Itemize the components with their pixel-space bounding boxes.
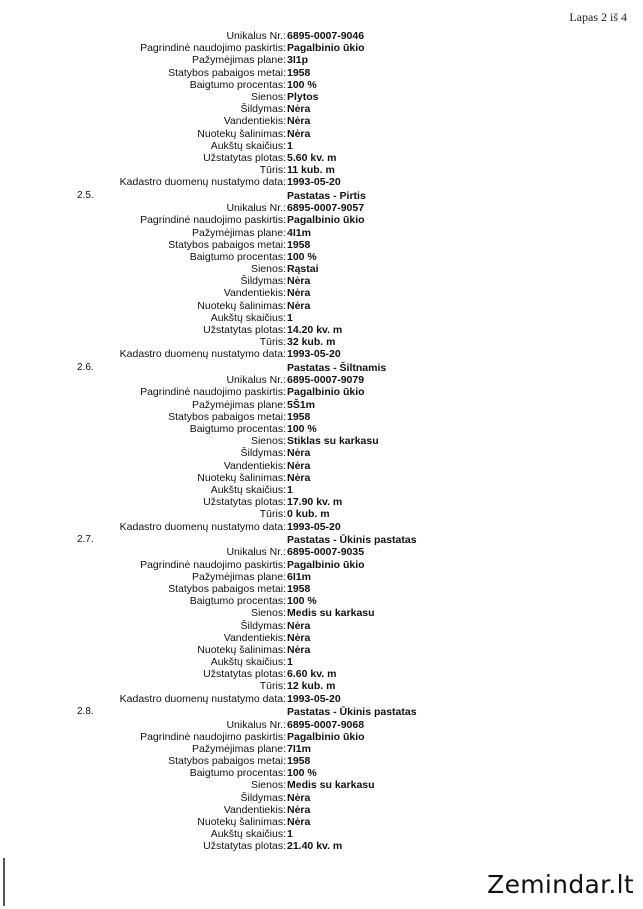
first-building-block [0, 30, 643, 188]
field-value: Nėra [287, 631, 311, 644]
field-row [0, 152, 643, 164]
field-row [0, 54, 643, 66]
field-value: Nėra [287, 816, 311, 828]
field-value: 6895-0007-9057 [287, 202, 365, 215]
field-row [0, 67, 643, 79]
watermark-logo: Zemindar.lt [487, 870, 634, 899]
section-heading [0, 362, 643, 374]
section-heading [0, 534, 643, 546]
field-row [0, 620, 643, 632]
field-label: Tūris: [259, 508, 286, 521]
field-label: Pažymėjimas plane: [192, 226, 286, 239]
field-row [0, 767, 643, 779]
field-row [0, 423, 643, 435]
field-value: 3I1p [287, 54, 309, 67]
field-row [0, 484, 643, 496]
field-label: Užstatytas plotas: [203, 151, 286, 164]
field-label: Statybos pabaigos metai: [168, 755, 286, 768]
field-value: Nėra [287, 447, 311, 460]
section-number: 2.5. [77, 189, 94, 201]
building-sections [0, 190, 643, 853]
field-label: Užstatytas plotas: [203, 668, 286, 681]
field-label: Pažymėjimas plane: [192, 54, 286, 67]
field-value: 12 kub. m [287, 680, 336, 693]
field-label: Sienos: [250, 607, 286, 620]
field-label: Kadastro duomenų nustatymo data: [119, 692, 286, 705]
field-value: 100 % [287, 423, 317, 435]
field-label: Aukštų skaičius: [210, 828, 286, 841]
field-row [0, 546, 643, 558]
field-row [0, 263, 643, 275]
field-row [0, 743, 643, 755]
field-row [0, 348, 643, 360]
field-row [0, 251, 643, 263]
field-label: Aukštų skaičius: [210, 311, 286, 324]
field-label: Pažymėjimas plane: [192, 398, 286, 411]
field-value: 1 [287, 828, 293, 841]
field-value: 0 kub. m [287, 508, 330, 521]
field-value: Nėra [287, 127, 311, 140]
field-label: Aukštų skaičius: [210, 139, 286, 152]
field-value: 1993-05-20 [287, 176, 341, 189]
field-label: Baigtumo procentas: [189, 423, 286, 435]
building-section [0, 190, 643, 361]
field-label: Tūris: [259, 336, 286, 349]
field-value: Pagalbinio ūkio [287, 730, 365, 743]
field-row [0, 656, 643, 668]
field-row [0, 300, 643, 312]
field-row [0, 115, 643, 127]
field-row [0, 496, 643, 508]
field-value: 6.60 kv. m [287, 668, 337, 681]
field-row [0, 202, 643, 214]
field-label: Statybos pabaigos metai: [168, 410, 286, 423]
field-row [0, 731, 643, 743]
field-row [0, 816, 643, 828]
field-value: 17.90 kv. m [287, 496, 343, 509]
field-value: Pagalbinio ūkio [287, 386, 365, 399]
field-value: 5Š1m [287, 398, 316, 411]
field-row [0, 79, 643, 91]
field-value: Nėra [287, 459, 311, 472]
field-row [0, 508, 643, 520]
field-value: 1958 [287, 66, 311, 79]
field-value: 1 [287, 311, 293, 324]
field-value: 1993-05-20 [287, 348, 341, 361]
field-row [0, 176, 643, 188]
field-row [0, 239, 643, 251]
field-label: Vandentiekis: [223, 115, 286, 128]
field-value: Nėra [287, 275, 311, 288]
field-row [0, 399, 643, 411]
section-number: 2.6. [77, 362, 94, 374]
field-value: Nėra [287, 803, 311, 816]
field-label: Vandentiekis: [223, 803, 286, 816]
field-value: Nėra [287, 103, 311, 116]
field-value: 21.40 kv. m [287, 840, 343, 853]
field-label: Nuotekų šalinimas: [197, 471, 286, 484]
field-value: 6895-0007-9035 [287, 546, 365, 559]
field-label: Šildymas: [240, 791, 286, 804]
field-row [0, 680, 643, 692]
field-row [0, 42, 643, 54]
field-row [0, 386, 643, 398]
building-section [0, 362, 643, 533]
field-value: Stiklas su karkasu [287, 435, 379, 448]
field-value: 11 kub. m [287, 164, 335, 177]
section-heading [0, 706, 643, 718]
field-value: 100 % [287, 767, 317, 780]
field-value: 6895-0007-9079 [287, 374, 365, 387]
section-title: Pastatas - Pirtis [287, 189, 366, 202]
field-label: Pažymėjimas plane: [192, 742, 286, 755]
field-value: 100 % [287, 595, 317, 608]
field-value: 4I1m [287, 226, 311, 239]
field-row [0, 521, 643, 533]
field-label: Unikalus Nr.: [226, 30, 286, 42]
field-value: 100 % [287, 78, 317, 91]
field-value: 1993-05-20 [287, 520, 341, 533]
field-value: Pagalbinio ūkio [287, 558, 365, 571]
field-value: Medis su karkasu [287, 607, 375, 620]
field-row [0, 460, 643, 472]
field-label: Šildymas: [240, 447, 286, 460]
field-value: Nėra [287, 643, 311, 656]
field-row [0, 435, 643, 447]
field-value: Nėra [287, 115, 311, 128]
field-value: Plytos [287, 90, 319, 103]
field-row [0, 583, 643, 595]
field-label: Pagrindinė naudojimo paskirtis: [140, 730, 286, 743]
field-value: 6I1m [287, 570, 311, 583]
field-row [0, 140, 643, 152]
field-value: 6895-0007-9046 [287, 30, 365, 42]
field-row [0, 287, 643, 299]
field-label: Aukštų skaičius: [210, 483, 286, 496]
field-label: Kadastro duomenų nustatymo data: [119, 520, 286, 533]
section-number: 2.8. [77, 706, 94, 718]
field-row [0, 828, 643, 840]
field-label: Šildymas: [240, 619, 286, 632]
field-row [0, 632, 643, 644]
field-label: Unikalus Nr.: [226, 546, 286, 559]
field-label: Pagrindinė naudojimo paskirtis: [140, 558, 286, 571]
field-row [0, 755, 643, 767]
field-label: Statybos pabaigos metai: [168, 66, 286, 79]
field-label: Baigtumo procentas: [189, 250, 286, 263]
field-label: Pagrindinė naudojimo paskirtis: [140, 386, 286, 399]
building-section [0, 534, 643, 705]
field-value: Nėra [287, 791, 311, 804]
field-row [0, 30, 643, 42]
field-label: Sienos: [250, 90, 286, 103]
field-value: 1 [287, 139, 293, 152]
registry-document [0, 30, 643, 853]
field-row [0, 91, 643, 103]
field-row [0, 719, 643, 731]
field-label: Pagrindinė naudojimo paskirtis: [140, 214, 286, 227]
field-row [0, 227, 643, 239]
field-row [0, 595, 643, 607]
field-label: Užstatytas plotas: [203, 324, 286, 336]
field-row [0, 275, 643, 287]
field-label: Unikalus Nr.: [226, 718, 286, 731]
field-value: 1958 [287, 238, 311, 251]
field-value: 1 [287, 656, 293, 669]
field-label: Baigtumo procentas: [189, 767, 286, 780]
field-label: Vandentiekis: [223, 631, 286, 644]
field-value: Nėra [287, 299, 311, 312]
scan-edge-mark [3, 858, 5, 906]
field-row [0, 804, 643, 816]
field-value: 1958 [287, 582, 311, 595]
field-value: 1958 [287, 755, 311, 768]
field-row [0, 792, 643, 804]
field-row [0, 447, 643, 459]
field-label: Nuotekų šalinimas: [197, 643, 286, 656]
field-row [0, 103, 643, 115]
field-value: 14.20 kv. m [287, 324, 343, 336]
field-row [0, 840, 643, 852]
section-number: 2.7. [77, 534, 94, 546]
field-label: Užstatytas plotas: [203, 496, 286, 509]
field-label: Unikalus Nr.: [226, 202, 286, 215]
field-row [0, 607, 643, 619]
section-title: Pastatas - Šiltnamis [287, 362, 387, 375]
field-label: Nuotekų šalinimas: [197, 299, 286, 312]
field-value: Pagalbinio ūkio [287, 214, 365, 227]
field-value: Medis su karkasu [287, 779, 375, 792]
field-value: 1993-05-20 [287, 692, 341, 705]
field-row [0, 472, 643, 484]
building-section [0, 706, 643, 852]
field-label: Tūris: [259, 680, 286, 693]
field-value: 100 % [287, 250, 317, 263]
field-row [0, 779, 643, 791]
field-label: Baigtumo procentas: [189, 595, 286, 608]
field-value: 32 kub. m [287, 336, 336, 349]
field-row [0, 411, 643, 423]
section-title: Pastatas - Ūkinis pastatas [287, 706, 417, 719]
field-value: Rąstai [287, 263, 319, 276]
field-label: Sienos: [250, 435, 286, 448]
field-label: Baigtumo procentas: [189, 78, 286, 91]
field-label: Kadastro duomenų nustatymo data: [119, 348, 286, 361]
field-row [0, 374, 643, 386]
field-label: Sienos: [250, 263, 286, 276]
field-label: Aukštų skaičius: [210, 656, 286, 669]
field-value: Nėra [287, 287, 311, 300]
field-label: Statybos pabaigos metai: [168, 582, 286, 595]
field-value: 5.60 kv. m [287, 151, 337, 164]
section-heading [0, 190, 643, 202]
field-label: Vandentiekis: [223, 287, 286, 300]
field-row [0, 559, 643, 571]
field-label: Pagrindinė naudojimo paskirtis: [140, 42, 286, 55]
field-label: Nuotekų šalinimas: [197, 816, 286, 828]
field-row [0, 571, 643, 583]
field-value: 6895-0007-9068 [287, 718, 365, 731]
field-label: Šildymas: [240, 275, 286, 288]
field-row [0, 128, 643, 140]
field-row [0, 164, 643, 176]
field-value: Nėra [287, 619, 311, 632]
page-number-label: Lapas 2 iš 4 [569, 10, 627, 24]
field-row [0, 312, 643, 324]
field-label: Vandentiekis: [223, 459, 286, 472]
field-row [0, 324, 643, 336]
field-label: Pažymėjimas plane: [192, 570, 286, 583]
field-label: Šildymas: [240, 103, 286, 116]
section-title: Pastatas - Ūkinis pastatas [287, 534, 417, 547]
field-row [0, 644, 643, 656]
field-label: Nuotekų šalinimas: [197, 127, 286, 140]
field-value: Pagalbinio ūkio [287, 42, 365, 55]
field-label: Unikalus Nr.: [226, 374, 286, 387]
field-value: 7I1m [287, 742, 311, 755]
field-value: 1958 [287, 410, 311, 423]
field-label: Tūris: [259, 164, 286, 177]
field-value: Nėra [287, 471, 311, 484]
field-label: Užstatytas plotas: [203, 840, 286, 853]
field-label: Statybos pabaigos metai: [168, 238, 286, 251]
field-label: Sienos: [250, 779, 286, 792]
field-row [0, 214, 643, 226]
field-value: 1 [287, 483, 293, 496]
field-label: Kadastro duomenų nustatymo data: [119, 176, 286, 189]
field-row [0, 668, 643, 680]
field-row [0, 693, 643, 705]
field-row [0, 336, 643, 348]
